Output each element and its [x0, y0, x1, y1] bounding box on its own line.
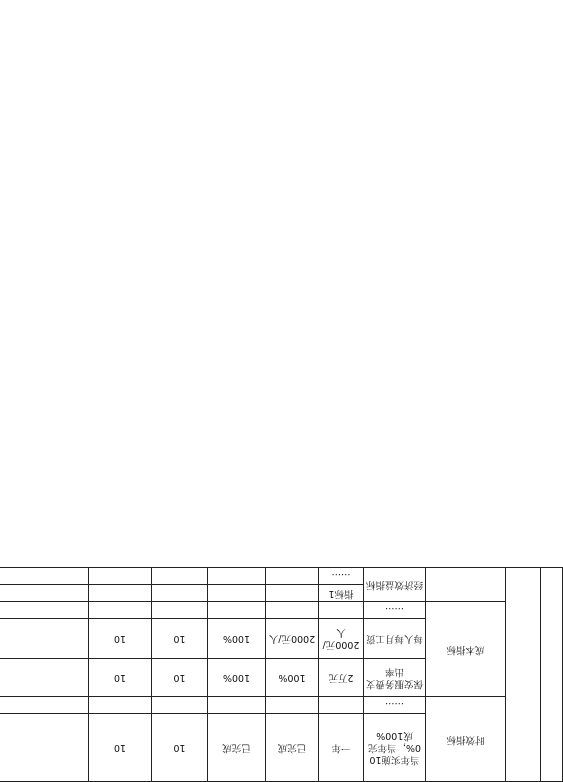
time-rate: 已完成	[208, 714, 266, 782]
time-target: 一年	[319, 714, 364, 782]
cost-rate-1: 100%	[208, 659, 266, 697]
cost-target-1: 2万元	[319, 659, 364, 697]
cost-name-2: 每人每月工资	[364, 619, 426, 659]
time-name: 当年实施100%，当年完成100%	[364, 714, 426, 782]
economic-label: 经济效益指标	[364, 568, 426, 602]
time-label: 时效指标	[426, 697, 506, 782]
cost-rate-2: 100%	[208, 619, 266, 659]
cost-score-2: 10	[89, 619, 152, 659]
cost-label: 成本指标	[426, 602, 506, 697]
cost-actual-1: 100%	[266, 659, 319, 697]
time-score: 10	[89, 714, 152, 782]
time-actual: 已完成	[266, 714, 319, 782]
cost-score-1: 10	[89, 659, 152, 697]
cost-weight-2: 10	[152, 619, 208, 659]
cost-name-1: 保安服务费支出率	[364, 659, 426, 697]
time-ellipsis: ……	[364, 697, 426, 714]
benefit-label	[426, 568, 506, 602]
economic-ellipsis: ……	[319, 568, 364, 585]
time-deduction	[0, 714, 89, 782]
economic-indicator: 指标1	[319, 585, 364, 602]
cost-ellipsis: ……	[364, 602, 426, 619]
cost-actual-2: 2000元/人	[266, 619, 319, 659]
time-weight: 10	[152, 714, 208, 782]
first-level-output	[541, 568, 563, 782]
cost-weight-1: 10	[152, 659, 208, 697]
cost-target-2: 2000元/人	[319, 619, 364, 659]
performance-table	[0, 567, 563, 782]
output-column	[506, 568, 541, 782]
